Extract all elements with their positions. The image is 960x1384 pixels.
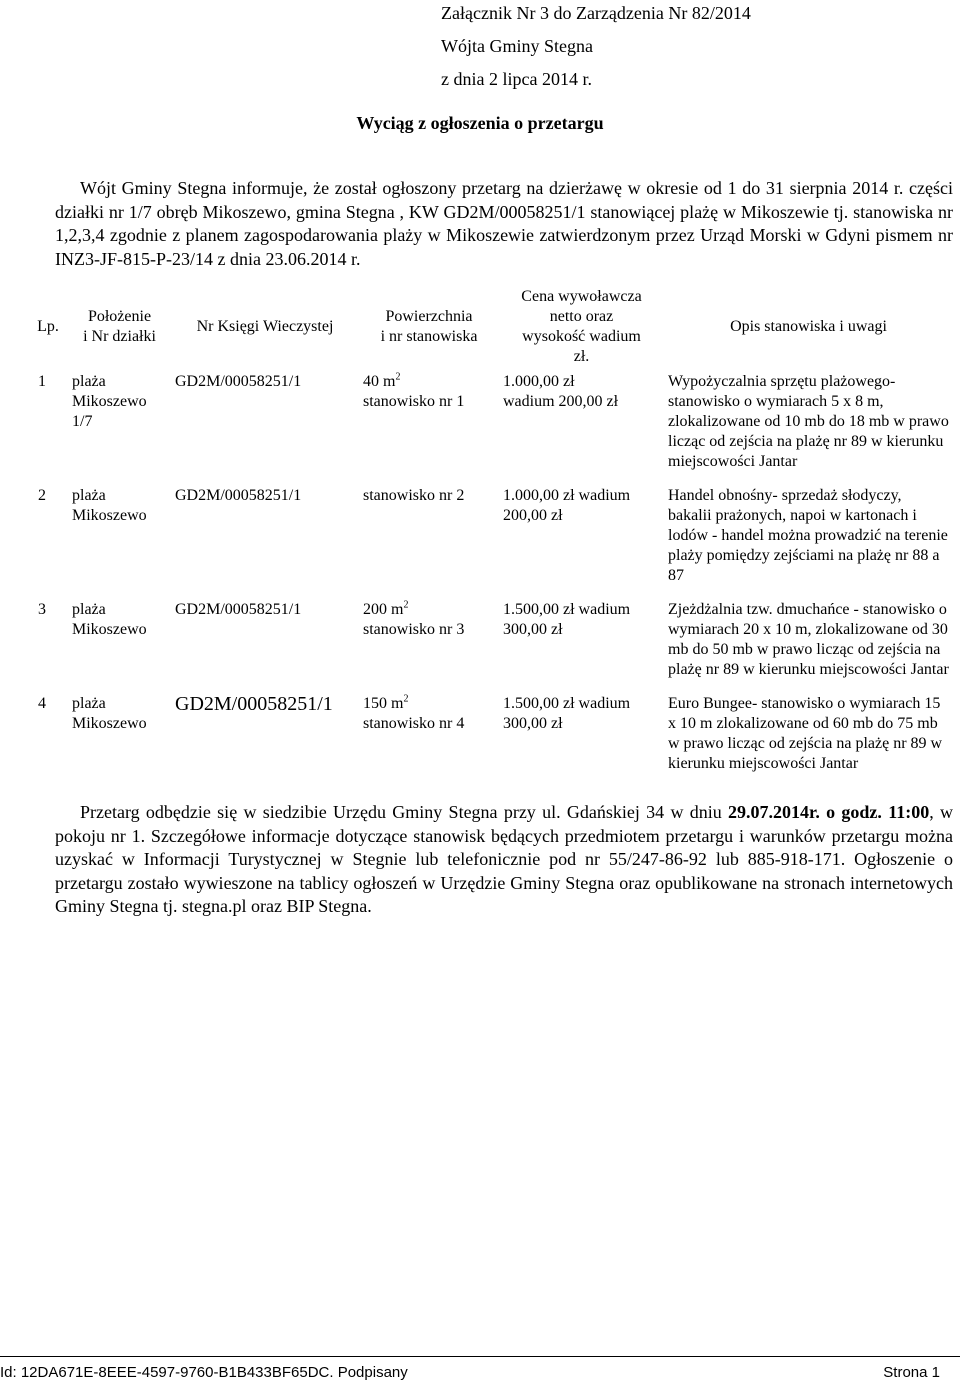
closing-text xyxy=(55,801,953,919)
stand-number: stanowisko nr 1 xyxy=(363,393,465,410)
row-description: Zjeżdżalnia tzw. dmuchańce - stanowisko o wymiarach 20 x 10 m, zlokalizowane od 30 mb do 50 mb w prawo licząc od zejścia na plażę nr 89 w kierunku miejscowości Jantar xyxy=(668,601,949,678)
area-unit-exponent: 2 xyxy=(403,599,409,611)
location-line: Mikoszewo xyxy=(72,621,147,638)
row-price xyxy=(499,486,664,600)
header-price xyxy=(499,282,664,372)
tender-date: 29.07.2014r. o godz. 11:00 xyxy=(728,802,930,822)
table-row xyxy=(28,600,953,694)
header-land-register: Nr Księgi Wieczystej xyxy=(196,318,334,335)
header-price-line2: netto oraz xyxy=(549,308,614,325)
header-description: Opis stanowiska i uwagi xyxy=(730,318,887,335)
row-lp: 4 xyxy=(38,695,46,712)
header-location-line1: Położenie xyxy=(87,308,152,325)
row-price xyxy=(499,694,664,788)
price-line: 1.000,00 zł xyxy=(503,373,575,390)
price-line: 1.500,00 zł wadium xyxy=(503,695,631,712)
location-line: plaża xyxy=(72,373,106,390)
header-price-line1: Cena wywoławcza xyxy=(521,288,642,305)
deposit-line: wadium 200,00 zł xyxy=(503,393,619,410)
location-line: Mikoszewo xyxy=(72,507,147,524)
header-area-line1: Powierzchnia xyxy=(385,308,473,325)
area-value: 40 m xyxy=(363,373,396,390)
header-price-line3: wysokość wadium xyxy=(522,328,641,345)
header-location-line2: i Nr działki xyxy=(83,328,156,345)
area-unit-exponent: 2 xyxy=(403,693,409,705)
intro-paragraph xyxy=(55,177,953,271)
header-location xyxy=(68,282,171,372)
location-line: Mikoszewo xyxy=(72,393,147,410)
stand-number: stanowisko nr 2 xyxy=(363,487,465,504)
row-area xyxy=(359,486,499,600)
stand-number: stanowisko nr 4 xyxy=(363,715,465,732)
header-area-line2: i nr stanowiska xyxy=(380,328,478,345)
stands-table xyxy=(28,282,953,788)
header-area xyxy=(359,282,499,372)
location-line: plaża xyxy=(72,487,106,504)
row-price xyxy=(499,600,664,694)
closing-text-part2: , w pokoju nr 1. Szczegółowe informacje dotyczące stanowisk będących przedmiotem przetargu i warunków przetargu można uzyskać w Informacji Turystycznej w Stegnie lub telefonicznie pod nr 55/247-86-92 lub 885-918-171. Ogłoszenie o przetargu zostało wywieszone na tablicy ogłoszeń w Urzędzie Gminy Stegna oraz opublikowane na stronach internetowych Gminy Stegna tj. stegna.pl oraz BIP Stegna. xyxy=(55,802,954,916)
date-line: z dnia 2 lipca 2014 r. xyxy=(441,69,592,89)
area-value: 200 m xyxy=(363,601,404,618)
row-area xyxy=(359,372,499,486)
location-line: 1/7 xyxy=(72,413,93,430)
location-line: plaża xyxy=(72,601,106,618)
document-title: Wyciąg z ogłoszenia o przetargu xyxy=(356,113,604,133)
annex-line: Załącznik Nr 3 do Zarządzenia Nr 82/2014 xyxy=(441,3,751,23)
document-id: Id: 12DA671E-8EEE-4597-9760-B1B433BF65DC. Podpisany xyxy=(0,1364,408,1381)
row-land-register: GD2M/00058251/1 xyxy=(175,693,333,715)
deposit-line: 300,00 zł xyxy=(503,715,563,732)
table-row xyxy=(28,372,953,486)
row-land-register: GD2M/00058251/1 xyxy=(175,487,302,504)
row-location xyxy=(68,486,171,600)
header-lp: Lp. xyxy=(37,318,59,335)
price-line: 1.500,00 zł wadium xyxy=(503,601,631,618)
page-number: Strona 1 xyxy=(883,1364,940,1381)
price-line: 1.000,00 zł wadium xyxy=(503,487,631,504)
deposit-line: 300,00 zł xyxy=(503,621,563,638)
row-area xyxy=(359,600,499,694)
issuer-line: Wójta Gminy Stegna xyxy=(441,36,593,56)
row-area xyxy=(359,694,499,788)
area-unit-exponent: 2 xyxy=(395,371,401,383)
location-line: plaża xyxy=(72,695,106,712)
location-line: Mikoszewo xyxy=(72,715,147,732)
table-header-row xyxy=(28,282,953,372)
row-description: Handel obnośny- sprzedaż słodyczy, bakalii prażonych, napoi w kartonach i lodów - handel można prowadzić na terenie plaży pomiędzy zejściami na plażę nr 88 a 87 xyxy=(668,487,948,584)
stand-number: stanowisko nr 3 xyxy=(363,621,465,638)
row-lp: 1 xyxy=(38,373,46,390)
row-lp: 3 xyxy=(38,601,46,618)
row-location xyxy=(68,694,171,788)
row-location xyxy=(68,600,171,694)
table-row xyxy=(28,486,953,600)
row-description: Wypożyczalnia sprzętu plażowego-stanowisko o wymiarach 5 x 8 m, zlokalizowane od 10 mb do 18 mb w prawo licząc od zejścia na plażę nr 89 w kierunku miejscowości Jantar xyxy=(668,373,949,470)
area-value: 150 m xyxy=(363,695,404,712)
header-price-line4: zł. xyxy=(573,348,590,365)
closing-text-part1: Przetarg odbędzie się w siedzibie Urzędu Gminy Stegna przy ul. Gdańskiej 34 w dniu xyxy=(80,802,729,822)
closing-paragraph xyxy=(55,801,953,919)
row-price xyxy=(499,372,664,486)
row-description: Euro Bungee- stanowisko o wymiarach 15 x 10 m zlokalizowane od 60 mb do 75 mb w prawo licząc od zejścia na plażę nr 89 w kierunku miejscowości Jantar xyxy=(668,695,943,772)
row-location xyxy=(68,372,171,486)
deposit-line: 200,00 zł xyxy=(503,507,563,524)
table-row xyxy=(28,694,953,788)
row-land-register: GD2M/00058251/1 xyxy=(175,601,302,618)
row-lp: 2 xyxy=(38,487,46,504)
page-footer xyxy=(0,1356,960,1384)
intro-text: Wójt Gminy Stegna informuje, że został ogłoszony przetarg na dzierżawę w okresie od 1 do 31 sierpnia 2014 r. części działki nr 1/7 obręb Mikoszewo, gmina Stegna , KW GD2M/00058251/1 stanowiącej plażę w Mikoszewie tj. stanowiska nr 1,2,3,4 zgodnie z planem zagospodarowania plaży w Mikoszewie zatwierdzonym przez Urząd Morski w Gdyni pismem nr INZ3-JF-815-P-23/14 z dnia 23.06.2014 r. xyxy=(55,178,953,269)
row-land-register: GD2M/00058251/1 xyxy=(175,373,302,390)
